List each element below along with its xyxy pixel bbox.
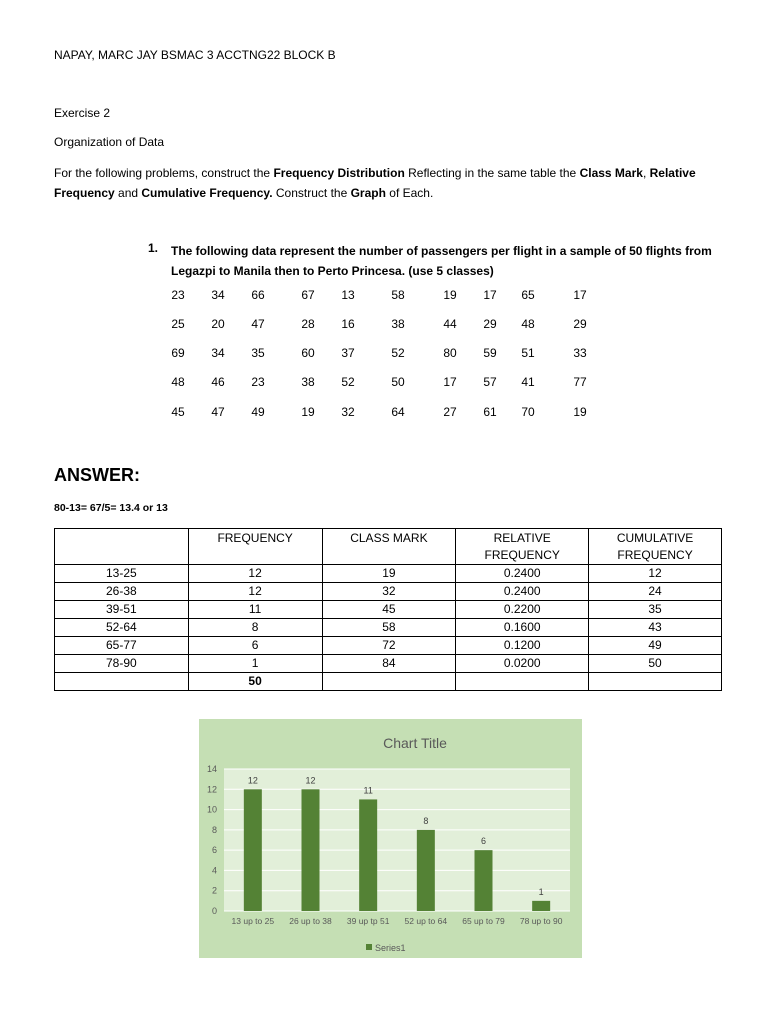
- raw-data-value: 17: [443, 375, 457, 389]
- raw-data-value: 41: [521, 375, 535, 389]
- frequency-cell: 6: [188, 637, 322, 655]
- raw-data-value: 49: [251, 405, 265, 419]
- class-interval-cell: 78-90: [55, 655, 189, 673]
- header-frequency: FREQUENCY: [188, 529, 322, 565]
- raw-data-value: 34: [211, 346, 225, 360]
- problem-text: The following data represent the number of passengers per flight in a sample of 50 flights from Legazpi to Manila then to Perto Princesa. (use 5 classes): [171, 244, 712, 278]
- cumulative-frequency-cell: 50: [589, 655, 722, 673]
- raw-data-value: 29: [483, 317, 497, 331]
- class-interval-cell: 13-25: [55, 565, 189, 583]
- total-class-mark-cell: [322, 673, 456, 691]
- frequency-cell: 12: [188, 565, 322, 583]
- raw-data-value: 44: [443, 317, 457, 331]
- raw-data-value: 52: [341, 375, 355, 389]
- raw-data-value: 19: [301, 405, 315, 419]
- answer-heading: ANSWER:: [54, 465, 140, 485]
- raw-data-value: 60: [301, 346, 315, 360]
- plot-area: [224, 769, 570, 911]
- raw-data-value: 29: [573, 317, 587, 331]
- relative-frequency-cell: 0.1600: [456, 619, 589, 637]
- instr-bold-4: Cumulative Frequency.: [141, 186, 273, 200]
- class-mark-cell: 45: [322, 601, 456, 619]
- raw-data-value: 52: [391, 346, 405, 360]
- raw-data-value: 38: [391, 317, 405, 331]
- raw-data-value: 27: [443, 405, 457, 419]
- x-tick-label: 13 up to 25: [231, 916, 275, 926]
- relative-frequency-cell: 0.2400: [456, 565, 589, 583]
- x-tick-label: 39 up tp 51: [346, 916, 390, 926]
- raw-data-value: 67: [301, 288, 315, 302]
- frequency-table: [54, 528, 722, 691]
- student-header: NAPAY, MARC JAY BSMAC 3 ACCTNG22 BLOCK B: [54, 48, 336, 62]
- total-cumulative-frequency-cell: [589, 673, 722, 691]
- raw-data-value: 46: [211, 375, 225, 389]
- problem-number: 1.: [148, 241, 159, 255]
- instr-bold-1: Frequency Distribution: [273, 166, 405, 180]
- section-title: Organization of Data: [54, 135, 165, 149]
- relative-frequency-cell: 0.1200: [456, 637, 589, 655]
- instr-bold-3: Relative Frequency: [54, 166, 696, 200]
- raw-data-value: 17: [483, 288, 497, 302]
- raw-data-value: 70: [521, 405, 535, 419]
- table-row: [55, 637, 722, 655]
- y-tick-label: 2: [211, 885, 217, 896]
- instr-text-3: ,: [642, 166, 650, 180]
- bar: [475, 850, 493, 911]
- frequency-cell: 8: [188, 619, 322, 637]
- bar: [532, 901, 550, 911]
- raw-data-value: 13: [341, 288, 355, 302]
- class-interval-cell: 65-77: [55, 637, 189, 655]
- table-row: [55, 583, 722, 601]
- raw-data-value: 51: [521, 346, 535, 360]
- raw-data-value: 32: [341, 405, 355, 419]
- data-label: 6: [480, 836, 487, 847]
- raw-data-value: 65: [521, 288, 535, 302]
- y-tick-label: 0: [211, 906, 217, 916]
- bar: [302, 789, 320, 911]
- instr-text-5: Construct the: [272, 186, 351, 200]
- raw-data-value: 80: [443, 346, 457, 360]
- raw-data-value: 47: [211, 405, 225, 419]
- y-tick-label: 14: [206, 764, 217, 774]
- raw-data-value: 47: [251, 317, 265, 331]
- header-cumulative-frequency: CUMULATIVE FREQUENCY: [589, 529, 722, 565]
- total-class-interval-cell: [55, 673, 189, 691]
- y-tick-label: 10: [206, 804, 217, 815]
- legend-label: Series1: [375, 943, 406, 953]
- data-label: 1: [538, 886, 544, 897]
- raw-data-value: 48: [171, 375, 185, 389]
- raw-data-value: 69: [171, 346, 185, 360]
- relative-frequency-cell: 0.2400: [456, 583, 589, 601]
- instructions: [54, 163, 734, 203]
- instr-text-2: Reflecting in the same table the: [404, 166, 580, 180]
- x-tick-label: 78 up to 90: [519, 916, 563, 926]
- frequency-cell: 1: [188, 655, 322, 673]
- class-width-calculation: 80-13= 67/5= 13.4 or 13: [54, 502, 168, 514]
- header-class-mark: CLASS MARK: [322, 529, 456, 565]
- bar: [417, 830, 435, 911]
- bar: [359, 799, 377, 911]
- raw-data-value: 35: [251, 346, 265, 360]
- table-row: [55, 619, 722, 637]
- class-interval-cell: 52-64: [55, 619, 189, 637]
- instr-text-6: of Each.: [385, 186, 434, 200]
- raw-data-value: 19: [443, 288, 457, 302]
- raw-data-value: 66: [251, 288, 265, 302]
- y-tick-label: 12: [206, 784, 217, 795]
- class-mark-cell: 58: [322, 619, 456, 637]
- y-tick-label: 8: [211, 824, 217, 835]
- raw-data-value: 50: [391, 375, 405, 389]
- bar: [244, 789, 262, 911]
- raw-data-value: 16: [341, 317, 355, 331]
- raw-data-value: 19: [573, 405, 587, 419]
- raw-data-value: 25: [171, 317, 185, 331]
- x-tick-label: 65 up to 79: [462, 916, 505, 926]
- y-tick-label: 6: [211, 845, 217, 856]
- raw-data-value: 23: [171, 288, 185, 302]
- instr-text-4: and: [114, 186, 142, 200]
- raw-data-value: 17: [573, 288, 587, 302]
- raw-data-value: 20: [211, 317, 225, 331]
- class-mark-cell: 72: [322, 637, 456, 655]
- x-tick-label: 52 up to 64: [404, 916, 448, 926]
- instr-bold-5: Graph: [350, 186, 386, 200]
- exercise-label: Exercise 2: [54, 106, 111, 120]
- raw-data-value: 38: [301, 375, 315, 389]
- cumulative-frequency-cell: 43: [589, 619, 722, 637]
- raw-data-value: 28: [301, 317, 315, 331]
- raw-data-value: 34: [211, 288, 225, 302]
- class-interval-cell: 39-51: [55, 601, 189, 619]
- x-tick-label: 26 up to 38: [289, 916, 332, 926]
- class-mark-cell: 19: [322, 565, 456, 583]
- table-row: [55, 655, 722, 673]
- header-relative-frequency: RELATIVE FREQUENCY: [456, 529, 589, 565]
- frequency-cell: 11: [188, 601, 322, 619]
- y-tick-label: 4: [211, 865, 217, 876]
- data-label: 11: [363, 785, 373, 796]
- raw-data-value: 37: [341, 346, 355, 360]
- frequency-cell: 12: [188, 583, 322, 601]
- raw-data-value: 61: [483, 405, 497, 419]
- table-row: [55, 601, 722, 619]
- raw-data-value: 48: [521, 317, 535, 331]
- frequency-chart: [199, 719, 582, 958]
- raw-data-value: 23: [251, 375, 265, 389]
- raw-data-value: 77: [573, 375, 587, 389]
- chart-svg: [199, 719, 582, 958]
- class-mark-cell: 84: [322, 655, 456, 673]
- total-relative-frequency-cell: [456, 673, 589, 691]
- raw-data-value: 57: [483, 375, 497, 389]
- class-mark-cell: 32: [322, 583, 456, 601]
- raw-data-value: 45: [171, 405, 185, 419]
- relative-frequency-cell: 0.2200: [456, 601, 589, 619]
- table-total-row: [55, 673, 722, 691]
- total-frequency-cell: 50: [188, 673, 322, 691]
- legend-swatch: [366, 944, 372, 950]
- cumulative-frequency-cell: 49: [589, 637, 722, 655]
- cumulative-frequency-cell: 24: [589, 583, 722, 601]
- table-row: [55, 565, 722, 583]
- data-label: 8: [423, 815, 429, 826]
- relative-frequency-cell: 0.0200: [456, 655, 589, 673]
- table-header-row: [55, 529, 722, 565]
- instr-text-1: For the following problems, construct the: [54, 166, 274, 180]
- raw-data-value: 59: [483, 346, 497, 360]
- cumulative-frequency-cell: 12: [589, 565, 722, 583]
- class-interval-cell: 26-38: [55, 583, 189, 601]
- chart-title: Chart Title: [383, 735, 447, 751]
- data-label: 12: [305, 775, 316, 786]
- raw-data-value: 33: [573, 346, 587, 360]
- raw-data-value: 58: [391, 288, 405, 302]
- data-label: 12: [247, 775, 258, 786]
- header-class: [55, 529, 189, 565]
- raw-data-value: 64: [391, 405, 405, 419]
- instr-bold-2: Class Mark: [579, 166, 643, 180]
- cumulative-frequency-cell: 35: [589, 601, 722, 619]
